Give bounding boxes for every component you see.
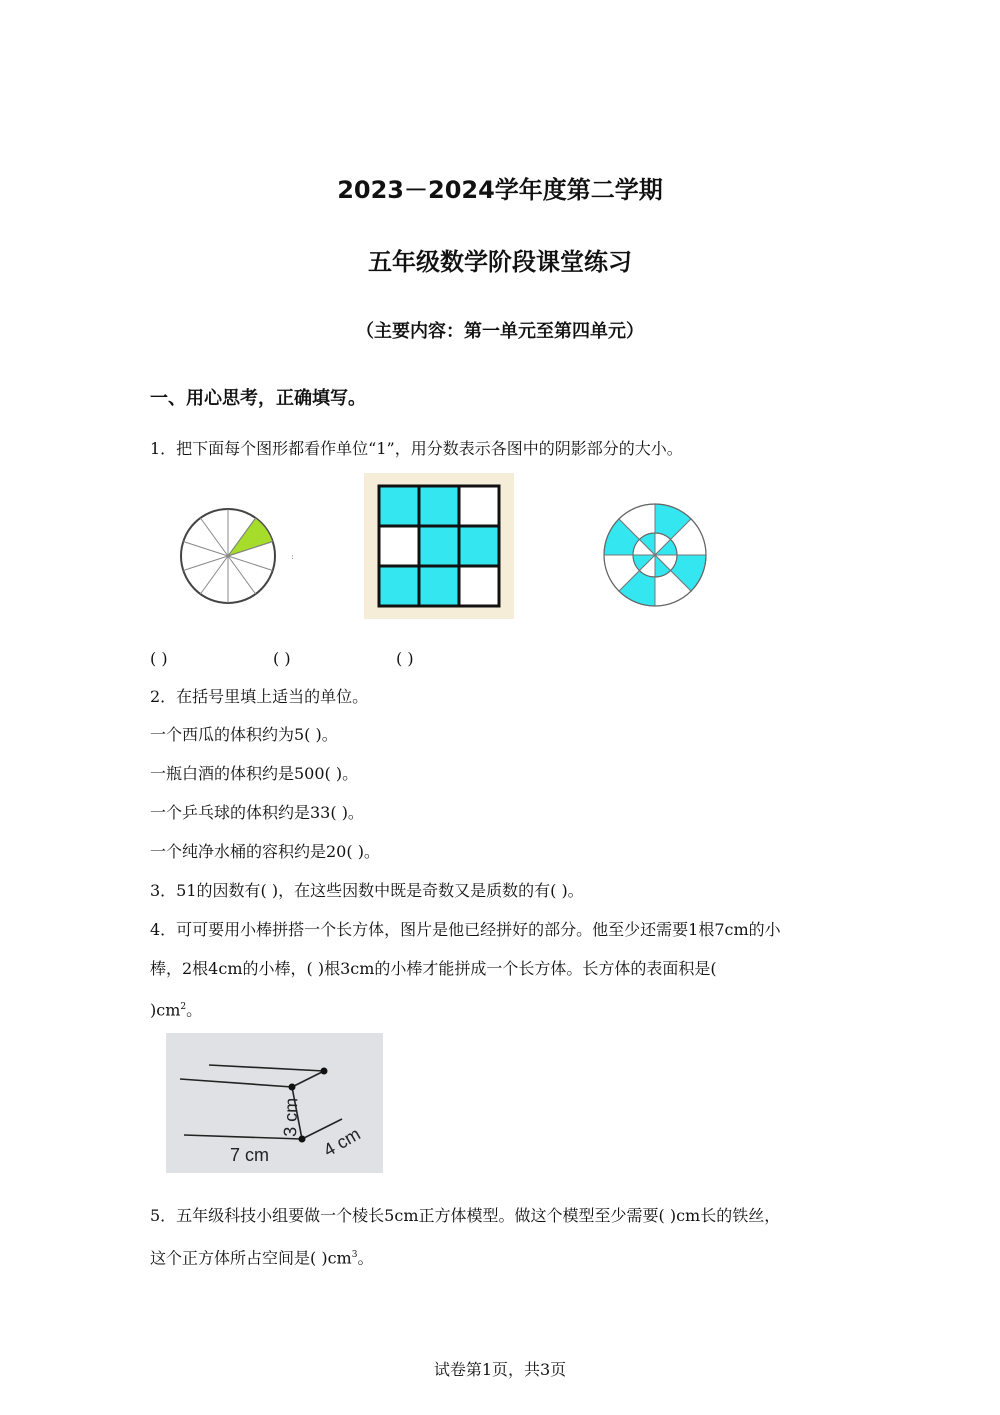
sticks-drawing [166,1033,383,1173]
figure-circle-tenths [178,506,300,606]
title-line-3: （主要内容：第一单元至第四单元） [356,321,644,342]
svg-text:3 cm: 3 cm [280,1097,302,1138]
page-footer: 试卷第1页，共3页 [433,1360,567,1379]
figure-ring-sectors [602,502,708,608]
question-2-item: 一个乒乓球的体积约是33( )。 [150,803,364,822]
answer-blank-2[interactable]: ( ) [273,649,291,668]
svg-text::: : [291,552,294,561]
question-1-text: 1．把下面每个图形都看作单位“1”，用分数表示各图中的阴影部分的大小。 [150,439,683,458]
question-5-line-2: 这个正方体所占空间是( )$cm^3$。 [150,1248,374,1268]
figure-grid-ninths [364,473,514,619]
question-2-text: 2．在括号里填上适当的单位。 [150,687,369,706]
sticks-photo [166,1033,383,1173]
question-2-item: 一个西瓜的体积约为5( )。 [150,725,338,744]
section-heading: 一、用心思考，正确填写。 [150,388,366,409]
question-4-line-2: 棒，2根4cm的小棒，( )根3cm的小棒才能拼成一个长方体。长方体的表面积是( [150,959,717,978]
question-4-line-1: 4．可可要用小棒拼搭一个长方体，图片是他已经拼好的部分。他至少还需要1根7cm的小 [150,920,781,939]
title-line-1: 2023－2024学年度第二学期 [337,176,663,204]
question-3-text: 3．51的因数有( )，在这些因数中既是奇数又是质数的有( )。 [150,881,584,900]
svg-text:7 cm: 7 cm [230,1145,270,1165]
answer-blank-1[interactable]: ( ) [150,649,168,668]
title-line-2: 五年级数学阶段课堂练习 [368,248,632,276]
question-5-line-1: 5．五年级科技小组要做一个棱长5cm正方体模型。做这个模型至少需要( )cm长的铁丝， [150,1206,781,1225]
question-4-line-3: )$cm^2$。 [150,1000,203,1020]
answer-blank-3[interactable]: ( ) [396,649,414,668]
svg-text:4 cm: 4 cm [320,1123,364,1161]
question-2-item: 一瓶白酒的体积约是500( )。 [150,764,359,783]
question-2-item: 一个纯净水桶的容积约是20( )。 [150,842,380,861]
